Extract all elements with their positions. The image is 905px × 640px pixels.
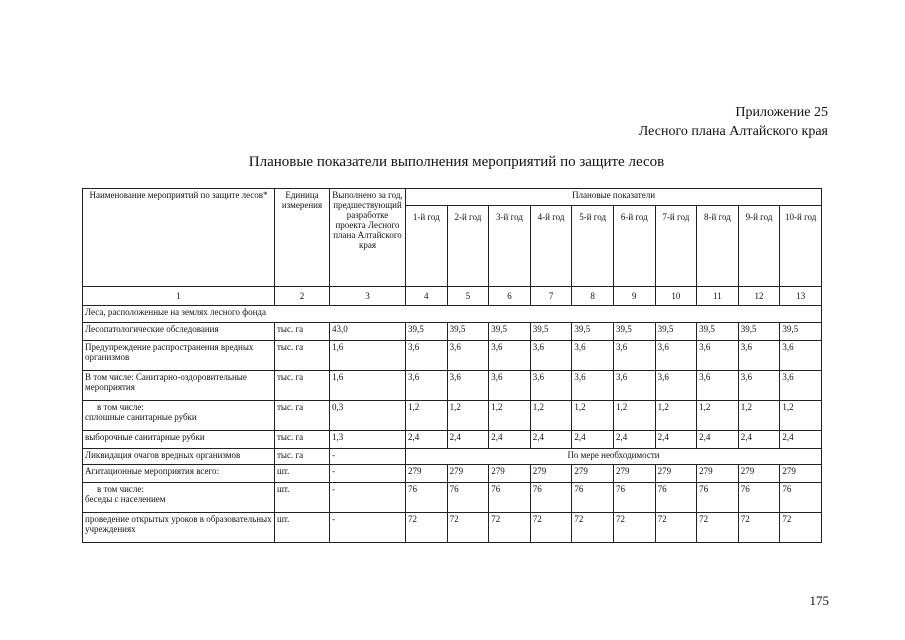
row-done: -: [330, 513, 406, 543]
row-value: 3,6: [530, 371, 572, 401]
row-value: 1,2: [572, 401, 614, 431]
row-name: [83, 401, 275, 431]
row-value: 72: [780, 513, 822, 543]
row-value: 76: [780, 483, 822, 513]
row-value: 76: [572, 483, 614, 513]
row-value: 76: [738, 483, 780, 513]
column-number: 3: [330, 287, 406, 306]
row-value: 279: [613, 465, 655, 483]
row-value: 76: [406, 483, 448, 513]
row-unit: шт.: [275, 483, 330, 513]
row-value: 3,6: [655, 371, 697, 401]
column-number: 7: [530, 287, 572, 306]
row-value: 1,2: [406, 401, 448, 431]
year-header: 3-й год: [489, 206, 531, 287]
row-value: 39,5: [489, 323, 531, 341]
row-value: 3,6: [738, 371, 780, 401]
year-header: 4-й год: [530, 206, 572, 287]
row-value: 279: [655, 465, 697, 483]
row-value: 3,6: [780, 371, 822, 401]
row-value: 76: [447, 483, 489, 513]
row-value: 2,4: [489, 431, 531, 449]
row-value: 2,4: [780, 431, 822, 449]
table-row: [83, 449, 822, 465]
table-row: [83, 483, 822, 513]
row-value: 3,6: [572, 341, 614, 371]
row-value: 1,2: [655, 401, 697, 431]
row-name-line1: в том числе:: [97, 484, 144, 494]
row-unit: тыс. га: [275, 371, 330, 401]
row-value: 76: [697, 483, 739, 513]
row-unit: тыс. га: [275, 401, 330, 431]
row-value: 3,6: [572, 371, 614, 401]
row-value: 279: [738, 465, 780, 483]
column-number: 10: [655, 287, 697, 306]
row-done: 1,6: [330, 371, 406, 401]
table-row: [83, 323, 822, 341]
row-value: 3,6: [406, 371, 448, 401]
row-value: 76: [613, 483, 655, 513]
year-header: 9-й год: [738, 206, 780, 287]
page-number: 175: [809, 593, 829, 608]
column-number: 12: [738, 287, 780, 306]
row-name-line1: в том числе:: [97, 402, 144, 412]
row-value: 39,5: [406, 323, 448, 341]
table-row: [83, 341, 822, 371]
row-unit: тыс. га: [275, 323, 330, 341]
row-done: 0,3: [330, 401, 406, 431]
year-header: 8-й год: [697, 206, 739, 287]
row-name: Ликвидация очагов вредных организмов: [83, 449, 275, 465]
row-value: 2,4: [738, 431, 780, 449]
row-value: 72: [530, 513, 572, 543]
row-name: Предупреждение распространения вредных организмов: [83, 341, 275, 371]
row-value: 279: [406, 465, 448, 483]
row-value: 3,6: [447, 341, 489, 371]
row-value: 2,4: [613, 431, 655, 449]
row-value: 72: [489, 513, 531, 543]
column-header-plan: Плановые показатели: [406, 189, 822, 206]
row-value: 39,5: [447, 323, 489, 341]
row-value: 2,4: [655, 431, 697, 449]
row-value: 1,2: [697, 401, 739, 431]
row-value: 279: [697, 465, 739, 483]
row-value: 2,4: [572, 431, 614, 449]
row-unit: тыс. га: [275, 449, 330, 465]
row-value: 3,6: [613, 371, 655, 401]
row-merged-note: По мере необходимости: [406, 449, 822, 465]
row-value: 2,4: [406, 431, 448, 449]
column-header-name: Наименование мероприятий по защите лесов*: [83, 189, 275, 287]
row-value: 3,6: [489, 371, 531, 401]
row-value: 279: [530, 465, 572, 483]
table-row: [83, 513, 822, 543]
row-value: 1,2: [738, 401, 780, 431]
row-value: 1,2: [613, 401, 655, 431]
column-number: 5: [447, 287, 489, 306]
year-header: 5-й год: [572, 206, 614, 287]
row-name: [83, 483, 275, 513]
row-value: 39,5: [738, 323, 780, 341]
row-value: 2,4: [697, 431, 739, 449]
row-value: 2,4: [530, 431, 572, 449]
table-header-row: [83, 189, 822, 206]
table-row: [83, 401, 822, 431]
row-unit: тыс. га: [275, 341, 330, 371]
row-value: 2,4: [447, 431, 489, 449]
column-header-unit: Единица измерения: [275, 189, 330, 287]
column-number-row: [83, 287, 822, 306]
row-value: 279: [572, 465, 614, 483]
row-value: 3,6: [613, 341, 655, 371]
row-value: 1,2: [447, 401, 489, 431]
row-value: 39,5: [613, 323, 655, 341]
year-header: 7-й год: [655, 206, 697, 287]
row-value: 3,6: [738, 341, 780, 371]
column-header-done: Выполнено за год, предшествующий разработке проекта Лесного плана Алтайского края: [330, 189, 406, 287]
row-value: 72: [613, 513, 655, 543]
appendix-document: Лесного плана Алтайского края: [638, 124, 828, 139]
row-value: 72: [406, 513, 448, 543]
column-number: 8: [572, 287, 614, 306]
row-done: 1,6: [330, 341, 406, 371]
row-value: 3,6: [489, 341, 531, 371]
row-name: Агитационные мероприятия всего:: [83, 465, 275, 483]
row-done: -: [330, 465, 406, 483]
row-value: 279: [489, 465, 531, 483]
row-value: 39,5: [572, 323, 614, 341]
row-name-line2: сплошные санитарные рубки: [85, 412, 197, 422]
row-value: 72: [697, 513, 739, 543]
row-value: 3,6: [655, 341, 697, 371]
column-number: 11: [697, 287, 739, 306]
row-value: 279: [447, 465, 489, 483]
row-name: Лесопатологические обследования: [83, 323, 275, 341]
row-value: 279: [780, 465, 822, 483]
section-title: Леса, расположенные на землях лесного фонда: [83, 306, 822, 323]
table-row: [83, 431, 822, 449]
column-number: 2: [275, 287, 330, 306]
year-header: 6-й год: [613, 206, 655, 287]
row-value: 1,2: [530, 401, 572, 431]
row-value: 76: [530, 483, 572, 513]
row-done: 43,0: [330, 323, 406, 341]
row-value: 3,6: [447, 371, 489, 401]
row-value: 76: [489, 483, 531, 513]
column-number: 13: [780, 287, 822, 306]
plan-table: [82, 188, 822, 543]
document-title: [0, 154, 905, 171]
row-value: 3,6: [530, 341, 572, 371]
row-name-line2: беседы с населением: [85, 494, 166, 504]
document-title-text: Плановые показатели выполнения мероприятий по защите лесов: [248, 154, 665, 170]
row-unit: тыс. га: [275, 431, 330, 449]
column-number: 1: [83, 287, 275, 306]
year-header: 1-й год: [406, 206, 448, 287]
column-number: 6: [489, 287, 531, 306]
row-value: 39,5: [780, 323, 822, 341]
row-value: 72: [447, 513, 489, 543]
row-unit: шт.: [275, 465, 330, 483]
row-done: 1,3: [330, 431, 406, 449]
row-name: В том числе: Санитарно-оздоровительные мероприятия: [83, 371, 275, 401]
row-value: 39,5: [655, 323, 697, 341]
row-value: 3,6: [697, 371, 739, 401]
row-value: 1,2: [489, 401, 531, 431]
column-number: 9: [613, 287, 655, 306]
row-value: 72: [738, 513, 780, 543]
row-value: 3,6: [697, 341, 739, 371]
row-name: выборочные санитарные рубки: [83, 431, 275, 449]
row-value: 72: [572, 513, 614, 543]
row-value: 1,2: [780, 401, 822, 431]
row-done: -: [330, 449, 406, 465]
year-header: 2-й год: [447, 206, 489, 287]
year-header: 10-й год: [780, 206, 822, 287]
row-value: 3,6: [406, 341, 448, 371]
row-unit: шт.: [275, 513, 330, 543]
row-value: 39,5: [697, 323, 739, 341]
column-number: 4: [406, 287, 448, 306]
row-value: 76: [655, 483, 697, 513]
table-row: [83, 371, 822, 401]
row-value: 39,5: [530, 323, 572, 341]
appendix-header: [639, 103, 828, 141]
row-name: проведение открытых уроков в образовательных учреждениях: [83, 513, 275, 543]
row-done: -: [330, 483, 406, 513]
row-value: 3,6: [780, 341, 822, 371]
row-value: 72: [655, 513, 697, 543]
table-row: [83, 465, 822, 483]
appendix-number: Приложение 25: [735, 105, 828, 120]
section-row: [83, 306, 822, 323]
